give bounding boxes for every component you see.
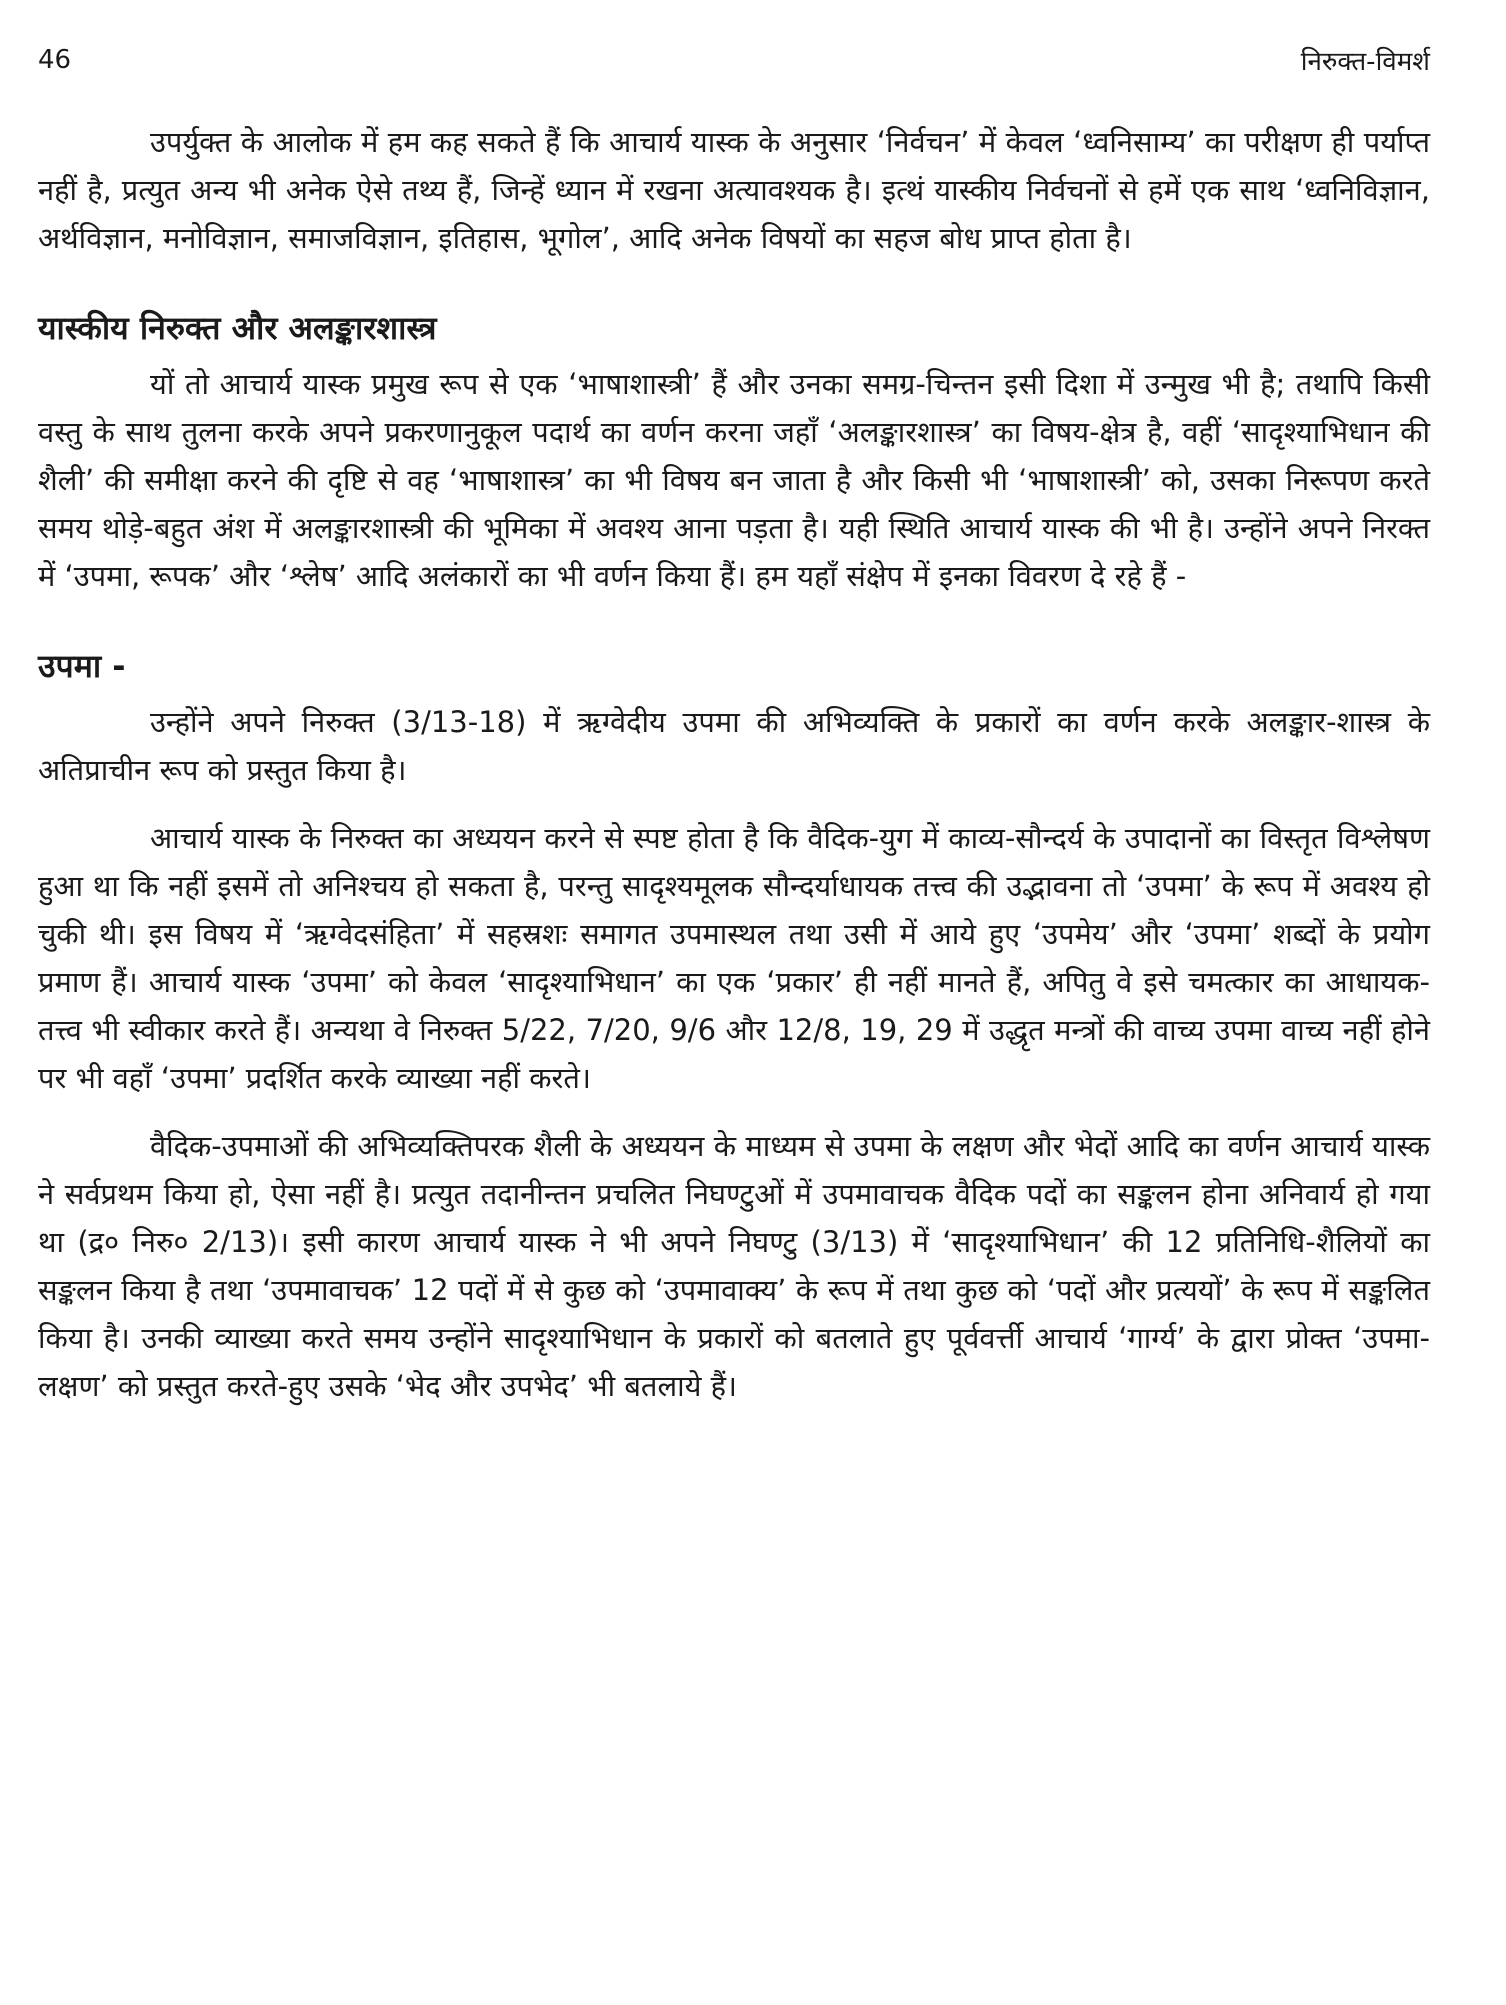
section-heading-nirukta-alankara: यास्कीय निरुक्त और अलङ्कारशास्त्र (38, 309, 437, 347)
paragraph-vedic-yug: आचार्य यास्क के निरुक्त का अध्ययन करने से स्पष्ट होता है कि वैदिक-युग में काव्य-सौन्दर्य के उपादानों का विस्तृत विश्लेषण हुआ था कि नहीं इसमें तो अनिश्चय हो सकता है, परन्तु सादृश्यमूलक सौन्दर्याधायक तत्त्व की उद्भावना तो ‘उपमा’ के रूप में अवश्य हो चुकी थी। इस विषय में ‘ऋग्वेदसंहिता’ में सहस्रशः समागत उपमास्थल तथा उसी में आये हुए ‘उपमेय’ और ‘उपमा’ शब्दों के प्रयोग प्रमाण हैं। आचार्य यास्क ‘उपमा’ को केवल ‘सादृश्याभिधान’ का एक ‘प्रकार’ ही नहीं मानते हैं, अपितु वे इसे चमत्कार का आधायक-तत्त्व भी स्वीकार करते हैं। अन्यथा वे निरुक्त 5/22, 7/20, 9/6 और 12/8, 19, 29 में उद्धृत मन्त्रों की वाच्य उपमा वाच्य नहीं होने पर भी वहाँ ‘उपमा’ प्रदर्शित करके व्याख्या नहीं करते। (38, 821, 1430, 1095)
paragraph-vedic-upama: वैदिक-उपमाओं की अभिव्यक्तिपरक शैली के अध्ययन के माध्यम से उपमा के लक्षण और भेदों आदि का वर्णन आचार्य यास्क ने सर्वप्रथम किया हो, ऐसा नहीं है। प्रत्युत तदानीन्तन प्रचलित निघण्टुओं में उपमावाचक वैदिक पदों का सङ्कलन होना अनिवार्य हो गया था (द्र० निरु० 2/13)। इसी कारण आचार्य यास्क ने भी अपने निघण्टु (3/13) में ‘सादृश्याभिधान’ की 12 प्रतिनिधि-शैलियों का सङ्कलन किया है तथा ‘उपमावाचक’ 12 पदों में से कुछ को ‘उपमावाक्य’ के रूप में तथा कुछ को ‘पदों और प्रत्ययों’ के रूप में सङ्कलित किया है। उनकी व्याख्या करते समय उन्होंने सादृश्याभिधान के प्रकारों को बतलाते हुए पूर्ववर्त्ती आचार्य ‘गार्ग्य’ के द्वारा प्रोक्त ‘उपमा-लक्षण’ को प्रस्तुत करते-हुए उसके ‘भेद और उपभेद’ भी बतलाये हैं। (38, 1129, 1430, 1403)
section-heading-upama: उपमा - (38, 647, 126, 685)
page-header (38, 38, 1430, 82)
page-number: 46 (38, 45, 72, 75)
paragraph-bhashashastri: यों तो आचार्य यास्क प्रमुख रूप से एक ‘भाषाशास्त्री’ हैं और उनका समग्र-चिन्तन इसी दिशा में उन्मुख भी है; तथापि किसी वस्तु के साथ तुलना करके अपने प्रकरणानुकूल पदार्थ का वर्णन करना जहाँ ‘अलङ्कारशास्त्र’ का विषय-क्षेत्र है, वहीं ‘सादृश्याभिधान की शैली’ की समीक्षा करने की दृष्टि से वह ‘भाषाशास्त्र’ का भी विषय बन जाता है और किसी भी ‘भाषाशास्त्री’ को, उसका निरूपण करते समय थोड़े-बहुत अंश में अलङ्कारशास्त्री की भूमिका में अवश्य आना पड़ता है। यही स्थिति आचार्य यास्क की भी है। उन्होंने अपने निरक्त में ‘उपमा, रूपक’ और ‘श्लेष’ आदि अलंकारों का भी वर्णन किया हैं। हम यहाँ संक्षेप में इनका विवरण दे रहे हैं - (38, 367, 1430, 593)
running-title: निरुक्त-विमर्श (1300, 47, 1430, 77)
paragraph-upama-intro: उन्होंने अपने निरुक्त (3/13-18) में ऋग्वेदीय उपमा की अभिव्यक्ति के प्रकारों का वर्णन करके अलङ्कार-शास्त्र के अतिप्राचीन रूप को प्रस्तुत किया है। (38, 705, 1430, 787)
page-body (38, 118, 1430, 1410)
paragraph-intro: उपर्युक्त के आलोक में हम कह सकते हैं कि आचार्य यास्क के अनुसार ‘निर्वचन’ में केवल ‘ध्वनिसाम्य’ का परीक्षण ही पर्याप्त नहीं है, प्रत्युत अन्य भी अनेक ऐसे तथ्य हैं, जिन्हें ध्यान में रखना अत्यावश्यक है। इत्थं यास्कीय निर्वचनों से हमें एक साथ ‘ध्वनिविज्ञान, अर्थविज्ञान, मनोविज्ञान, समाजविज्ञान, इतिहास, भूगोल’, आदि अनेक विषयों का सहज बोध प्राप्त होता है। (38, 125, 1430, 255)
